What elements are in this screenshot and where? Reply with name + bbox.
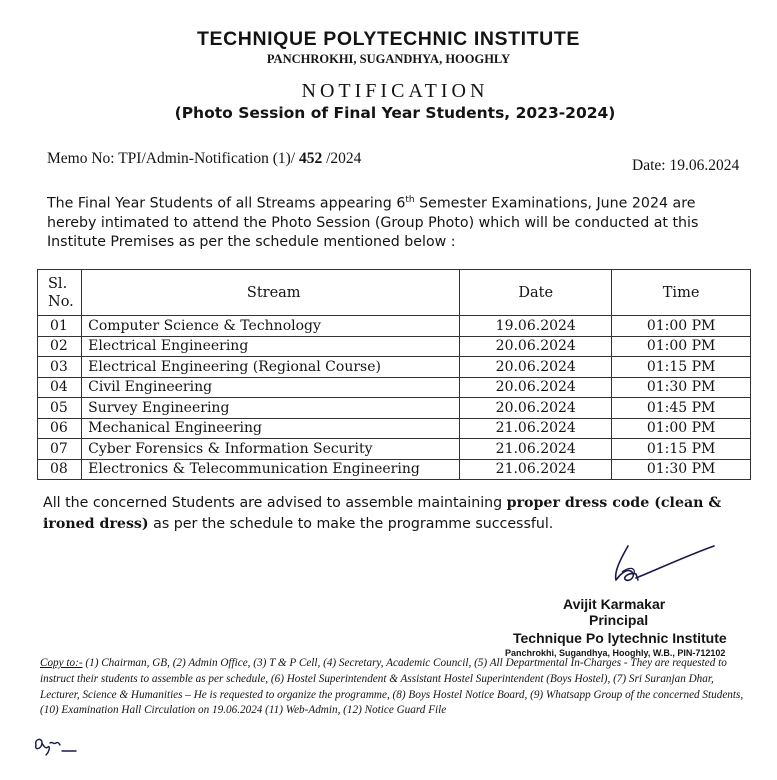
table-header-row bbox=[38, 270, 751, 316]
intro-part2: Semester Examinations, June 2024 are hereby intimated to attend the Photo Session (Group Photo) which will be conducted at this Institute Premises as per the schedule mentioned below : bbox=[47, 195, 699, 250]
row-time: 01:30 PM bbox=[612, 377, 751, 398]
memo-number bbox=[47, 150, 361, 168]
table-row bbox=[38, 357, 751, 378]
row-stream: Cyber Forensics & Information Security bbox=[82, 439, 460, 460]
row-date: 21.06.2024 bbox=[460, 418, 612, 439]
table-row bbox=[38, 377, 751, 398]
row-stream: Computer Science & Technology bbox=[82, 316, 460, 337]
dress-code-emphasis: proper dress code (clean & ironed dress) bbox=[43, 495, 722, 532]
notification-title: NOTIFICATION bbox=[301, 80, 489, 102]
advisory-paragraph bbox=[43, 493, 748, 535]
row-sl-no: 01 bbox=[38, 316, 82, 337]
memo-date: Date: 19.06.2024 bbox=[632, 157, 740, 174]
row-stream: Survey Engineering bbox=[82, 398, 460, 419]
signatory-address: Panchrokhi, Sugandhya, Hooghly, W.B., PIN-712102 bbox=[505, 648, 726, 658]
row-time: 01:30 PM bbox=[612, 459, 751, 480]
signatory-institute: Technique Po lytechnic Institute bbox=[513, 630, 727, 646]
table-row bbox=[38, 439, 751, 460]
row-time: 01:00 PM bbox=[612, 418, 751, 439]
row-sl-no: 08 bbox=[38, 459, 82, 480]
row-sl-no: 06 bbox=[38, 418, 82, 439]
row-time: 01:00 PM bbox=[612, 316, 751, 337]
principal-signature bbox=[606, 542, 718, 592]
memo-serial: 452 bbox=[299, 150, 323, 167]
row-date: 20.06.2024 bbox=[460, 398, 612, 419]
institute-address: PANCHROKHI, SUGANDHYA, HOOGHLY bbox=[266, 52, 511, 66]
row-sl-no: 07 bbox=[38, 439, 82, 460]
copy-to-text: (1) Chairman, GB, (2) Admin Office, (3) T & P Cell, (4) Secretary, Academic Council, (5) All Departmental In-Charges - They are requested to instruct their students to assemble as per schedule, (6) Hostel Superintendent & Assistant Hostel Superintendent (Boys Hostel), (7) Sri Suranjan Dhar, Lecturer, Science & Humanities – He is requested to organize the programme, (8) Boys Hostel Notice Board, (9) Whatsapp Group of the concerned Students, (10) Examination Hall Circulation on 19.06.2024 (11) Web-Admin, (12) Notice Guard File bbox=[40, 657, 744, 717]
row-time: 01:45 PM bbox=[612, 398, 751, 419]
row-stream: Electrical Engineering bbox=[82, 336, 460, 357]
row-sl-no: 03 bbox=[38, 357, 82, 378]
copy-to-label: Copy to:- bbox=[40, 657, 83, 669]
row-stream: Mechanical Engineering bbox=[82, 418, 460, 439]
row-date: 21.06.2024 bbox=[460, 439, 612, 460]
header-sl-no: Sl. No. bbox=[38, 270, 82, 316]
memo-suffix: /2024 bbox=[322, 150, 362, 167]
row-sl-no: 05 bbox=[38, 398, 82, 419]
signatory-name: Avijit Karmakar bbox=[563, 596, 666, 612]
table-row bbox=[38, 418, 751, 439]
copy-to-list bbox=[40, 656, 745, 719]
row-stream: Electronics & Telecommunication Engineering bbox=[82, 459, 460, 480]
intro-part1: The Final Year Students of all Streams appearing 6 bbox=[47, 195, 406, 212]
row-sl-no: 04 bbox=[38, 377, 82, 398]
row-date: 19.06.2024 bbox=[460, 316, 612, 337]
row-time: 01:00 PM bbox=[612, 336, 751, 357]
memo-prefix: Memo No: TPI/Admin-Notification (1)/ bbox=[47, 150, 299, 167]
handwritten-initials bbox=[32, 733, 78, 757]
table-row bbox=[38, 459, 751, 480]
header-stream: Stream bbox=[82, 270, 460, 316]
row-stream: Electrical Engineering (Regional Course) bbox=[82, 357, 460, 378]
schedule-table bbox=[37, 269, 751, 480]
row-time: 01:15 PM bbox=[612, 439, 751, 460]
header-date: Date bbox=[460, 270, 612, 316]
institute-name: TECHNIQUE POLYTECHNIC INSTITUTE bbox=[197, 28, 580, 50]
header-time: Time bbox=[612, 270, 751, 316]
advise-part1: All the concerned Students are advised to assemble maintaining bbox=[43, 495, 507, 511]
row-time: 01:15 PM bbox=[612, 357, 751, 378]
table-row bbox=[38, 316, 751, 337]
intro-superscript: th bbox=[405, 195, 415, 205]
row-date: 20.06.2024 bbox=[460, 336, 612, 357]
signatory-title: Principal bbox=[589, 612, 649, 628]
row-date: 21.06.2024 bbox=[460, 459, 612, 480]
row-date: 20.06.2024 bbox=[460, 377, 612, 398]
table-row bbox=[38, 398, 751, 419]
intro-paragraph bbox=[47, 191, 747, 252]
row-date: 20.06.2024 bbox=[460, 357, 612, 378]
advise-part2: as per the schedule to make the programme successful. bbox=[148, 516, 554, 532]
notification-subtitle: (Photo Session of Final Year Students, 2023-2024) bbox=[174, 104, 616, 122]
row-stream: Civil Engineering bbox=[82, 377, 460, 398]
table-row bbox=[38, 336, 751, 357]
row-sl-no: 02 bbox=[38, 336, 82, 357]
